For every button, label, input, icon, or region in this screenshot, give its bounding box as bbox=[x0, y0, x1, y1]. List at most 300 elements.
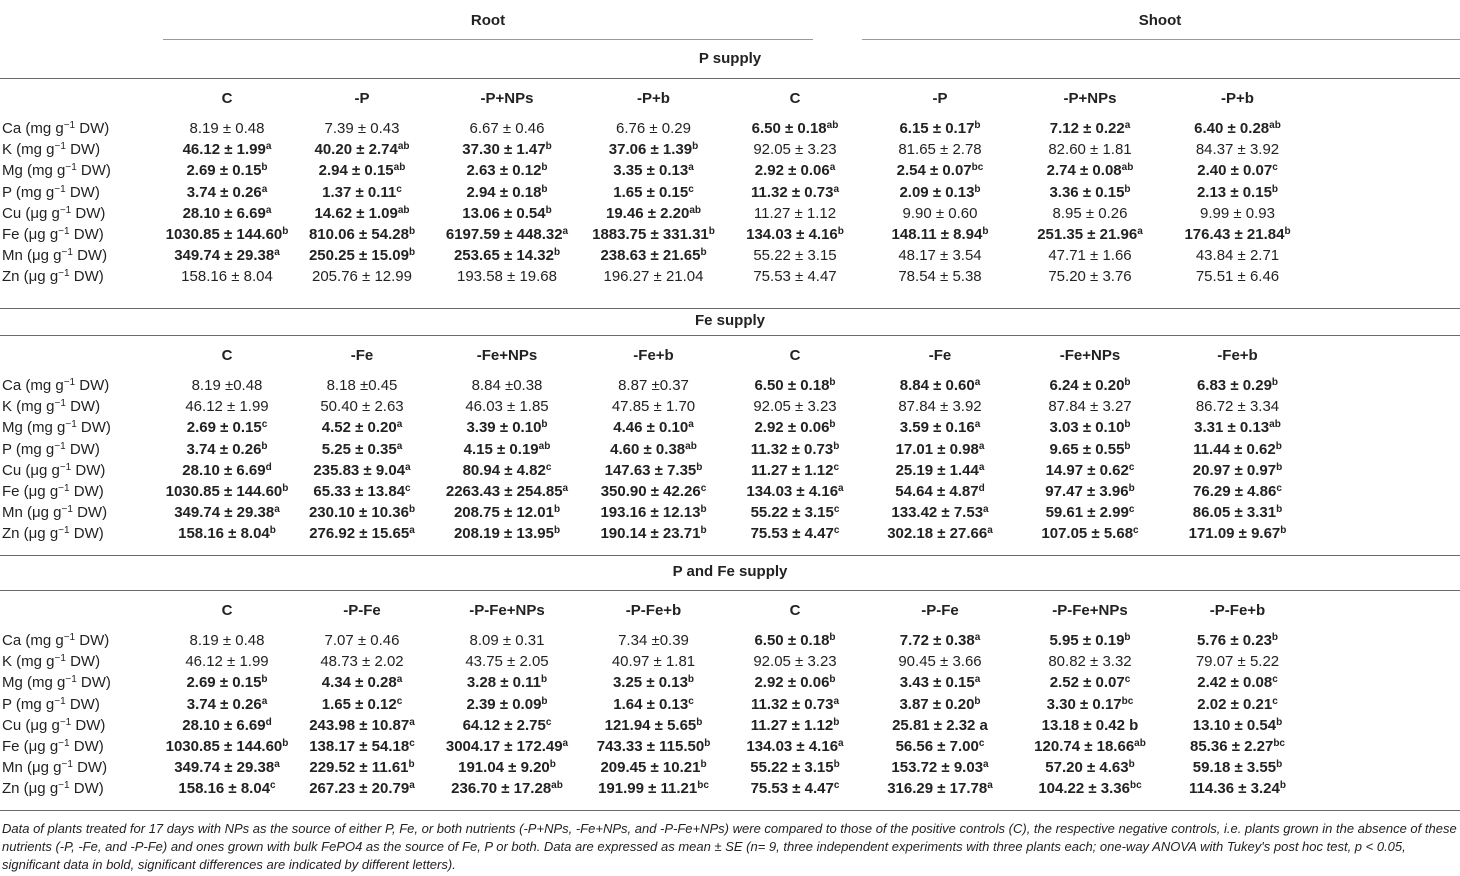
significance-letter: b bbox=[261, 440, 268, 452]
table-cell: 8.19 ± 0.48 bbox=[189, 120, 265, 137]
significance-letter: c bbox=[396, 695, 403, 707]
row-label: Mg (mg $g^{-1}$ DW) bbox=[2, 419, 111, 437]
table-cell: 6.50 ± 0.18$^{ab}$ bbox=[751, 120, 839, 137]
column-header: C bbox=[789, 90, 801, 107]
table-cell: 8.95 ± 0.26 bbox=[1052, 204, 1128, 222]
significance-letter: a bbox=[987, 780, 993, 792]
significance-letter: b bbox=[261, 162, 268, 174]
table-cell: 65.33 ± 13.84$^c$ bbox=[313, 483, 411, 501]
significance-letter: ab bbox=[1121, 162, 1134, 174]
table-cell: 75.51 ± 6.46 bbox=[1195, 268, 1280, 286]
significance-letter: b bbox=[696, 461, 703, 473]
section-title: Fe supply bbox=[694, 312, 765, 329]
significance-letter: b bbox=[1124, 419, 1131, 431]
table-cell: 133.42 ± 7.53$^a$ bbox=[891, 504, 989, 522]
significance-letter: c bbox=[833, 525, 840, 537]
row-label: P (mg $g^{-1}$ DW) bbox=[2, 183, 100, 201]
significance-letter: b bbox=[269, 525, 276, 537]
significance-letter: b bbox=[541, 183, 548, 195]
significance-letter: ab bbox=[1269, 120, 1281, 131]
table-row bbox=[0, 417, 1460, 438]
significance-letter: ab bbox=[1134, 738, 1146, 750]
table-cell: 48.73 ± 2.02 bbox=[320, 653, 404, 671]
table-cell: 86.72 ± 3.34 bbox=[1195, 398, 1280, 416]
table-cell: 25.19 ± 1.44$^a$ bbox=[895, 461, 985, 479]
row-label: Fe (μg $g^{-1}$ DW) bbox=[2, 738, 104, 756]
table-cell: 158.16 ± 8.04 bbox=[181, 268, 273, 286]
table-cell: 37.06 ± 1.39$^b$ bbox=[608, 141, 699, 159]
significance-letter: c bbox=[833, 504, 840, 516]
table-cell: 50.40 ± 2.63 bbox=[320, 398, 404, 416]
significance-letter: bc bbox=[1121, 695, 1134, 707]
table-row bbox=[0, 481, 1460, 502]
significance-letter: a bbox=[405, 461, 411, 473]
table-cell: 191.04 ± 9.20$^b$ bbox=[458, 759, 556, 777]
significance-letter: b bbox=[700, 759, 707, 771]
table-cell: 1.64 ± 0.13$^c$ bbox=[613, 695, 694, 713]
column-header: -P-Fe bbox=[921, 602, 959, 619]
significance-letter: c bbox=[261, 419, 268, 431]
significance-letter: ab bbox=[393, 162, 406, 174]
table-cell: 87.84 ± 3.92 bbox=[898, 398, 982, 416]
column-header: -P bbox=[354, 90, 370, 107]
table-cell: 6197.59 ± 448.32$^a$ bbox=[445, 226, 569, 244]
significance-letter: b bbox=[700, 247, 707, 259]
table-cell: 276.92 ± 15.65$^a$ bbox=[309, 525, 415, 543]
table-row bbox=[0, 523, 1460, 544]
table-cell: 76.29 ± 4.86$^c$ bbox=[1193, 483, 1282, 501]
table-cell: 193.16 ± 12.13$^b$ bbox=[600, 504, 707, 522]
column-header: C bbox=[789, 347, 801, 364]
table-cell: 3.39 ± 0.10$^b$ bbox=[466, 419, 548, 437]
table-cell: 2.40 ± 0.07$^c$ bbox=[1197, 162, 1278, 180]
table-cell: 5.25 ± 0.35$^a$ bbox=[321, 440, 403, 458]
significance-letter: b bbox=[549, 759, 556, 771]
table-cell: 134.03 ± 4.16$^a$ bbox=[746, 483, 844, 501]
significance-letter: ab bbox=[689, 204, 701, 216]
significance-letter: c bbox=[1272, 162, 1278, 174]
table-cell: 1030.85 ± 144.60$^b$ bbox=[165, 226, 289, 244]
table-cell: 7.39 ± 0.43 bbox=[324, 120, 400, 137]
table-cell: 84.37 ± 3.92 bbox=[1195, 141, 1280, 159]
table-cell: 28.10 ± 6.69$^a$ bbox=[182, 204, 272, 222]
table-cell: 75.53 ± 4.47$^c$ bbox=[750, 525, 840, 543]
table-cell: 46.12 ± 1.99 bbox=[185, 398, 269, 416]
table-cell: 46.12 ± 1.99$^a$ bbox=[182, 141, 272, 159]
significance-letter: b bbox=[553, 247, 561, 259]
table-row bbox=[0, 160, 1460, 181]
significance-letter: c bbox=[1272, 674, 1278, 686]
table-row bbox=[0, 502, 1460, 523]
table-cell: 14.62 ± 1.09$^{ab}$ bbox=[314, 204, 410, 222]
row-label: Mn (μg $g^{-1}$ DW) bbox=[2, 504, 108, 522]
table-cell: 148.11 ± 8.94$^b$ bbox=[891, 226, 989, 244]
table-cell: 8.09 ± 0.31 bbox=[469, 632, 545, 649]
table-cell: 171.09 ± 9.67$^b$ bbox=[1188, 525, 1287, 543]
table-cell: 81.65 ± 2.78 bbox=[898, 141, 982, 159]
row-label: Fe (μg $g^{-1}$ DW) bbox=[2, 226, 104, 244]
table-cell: 2.39 ± 0.09$^b$ bbox=[466, 695, 548, 713]
column-header: -P+b bbox=[637, 90, 670, 107]
column-header: -P-Fe+b bbox=[1209, 602, 1266, 619]
table-cell: 40.20 ± 2.74$^{ab}$ bbox=[314, 141, 410, 159]
table-cell: 235.83 ± 9.04$^a$ bbox=[313, 461, 411, 479]
table-cell: 238.63 ± 21.65$^b$ bbox=[600, 247, 707, 265]
significance-letter: a bbox=[974, 674, 981, 686]
shoot-underline bbox=[862, 39, 1460, 40]
table-cell: 243.98 ± 10.87$^a$ bbox=[309, 716, 415, 734]
table-cell: 75.53 ± 4.47 bbox=[753, 268, 837, 286]
table-cell: 176.43 ± 21.84$^b$ bbox=[1184, 226, 1291, 244]
table-cell: 2.92 ± 0.06$^b$ bbox=[754, 674, 836, 692]
significance-letter: bc bbox=[1273, 738, 1285, 750]
significance-letter: d bbox=[265, 461, 272, 473]
table-cell: 7.34 ±0.39 bbox=[618, 632, 689, 649]
column-header-row bbox=[0, 592, 1460, 630]
significance-letter: b bbox=[829, 674, 836, 686]
significance-letter: a bbox=[833, 695, 840, 707]
table-cell: 158.16 ± 8.04$^b$ bbox=[178, 525, 276, 543]
table-cell: 75.53 ± 4.47$^c$ bbox=[750, 780, 840, 798]
table-cell: 196.27 ± 21.04 bbox=[603, 268, 704, 286]
significance-letter: c bbox=[405, 483, 411, 495]
table-cell: 7.12 ± 0.22$^a$ bbox=[1049, 120, 1131, 137]
significance-letter: c bbox=[688, 183, 694, 195]
significance-letter: a bbox=[562, 226, 569, 238]
significance-letter: bc bbox=[971, 162, 984, 174]
table-cell: 230.10 ± 10.36$^b$ bbox=[308, 504, 416, 522]
table-cell: 54.64 ± 4.87$^d$ bbox=[895, 483, 985, 501]
table-cell: 2.63 ± 0.12$^b$ bbox=[466, 162, 548, 180]
significance-letter: a bbox=[265, 204, 272, 216]
table-row bbox=[0, 672, 1460, 693]
table-row bbox=[0, 715, 1460, 736]
table-cell: 193.58 ± 19.68 bbox=[457, 268, 557, 286]
table-cell: 2.09 ± 0.13$^b$ bbox=[899, 183, 981, 201]
table-row bbox=[0, 139, 1460, 160]
table-cell: 11.27 ± 1.12 bbox=[753, 204, 837, 222]
table-cell: 92.05 ± 3.23 bbox=[753, 141, 837, 159]
table-cell: 3.35 ± 0.13$^a$ bbox=[613, 162, 694, 180]
table-cell: 80.94 ± 4.82$^c$ bbox=[462, 461, 552, 479]
table-cell: 229.52 ± 11.61$^b$ bbox=[309, 759, 415, 777]
section-table bbox=[0, 337, 1460, 545]
table-cell: 1030.85 ± 144.60$^b$ bbox=[165, 738, 289, 756]
significance-letter: c bbox=[1128, 461, 1135, 473]
table-row bbox=[0, 245, 1460, 266]
table-cell: 28.10 ± 6.69$^d$ bbox=[182, 461, 272, 479]
significance-letter: b bbox=[833, 716, 840, 728]
table-cell: 28.10 ± 6.69$^d$ bbox=[182, 716, 272, 734]
table-cell: 7.07 ± 0.46 bbox=[324, 632, 400, 649]
table-cell: 11.32 ± 0.73$^a$ bbox=[750, 183, 840, 201]
table-cell: 138.17 ± 54.18$^c$ bbox=[309, 738, 415, 756]
significance-letter: b bbox=[692, 141, 699, 153]
table-cell: 6.50 ± 0.18$^b$ bbox=[754, 377, 836, 394]
column-header: -Fe bbox=[350, 347, 374, 364]
significance-letter: b bbox=[1275, 440, 1282, 452]
table-cell: 85.36 ± 2.27$^{bc}$ bbox=[1190, 738, 1285, 756]
table-cell: 2.69 ± 0.15$^c$ bbox=[186, 419, 268, 437]
table-cell: 2.52 ± 0.07$^c$ bbox=[1049, 674, 1131, 692]
table-cell: 4.34 ± 0.28$^a$ bbox=[321, 674, 403, 692]
table-cell: 11.32 ± 0.73$^a$ bbox=[750, 695, 840, 713]
significance-letter: b bbox=[553, 525, 561, 537]
table-cell: 4.46 ± 0.10$^a$ bbox=[613, 419, 694, 437]
significance-letter: b bbox=[829, 632, 836, 643]
significance-letter: ab bbox=[397, 204, 410, 216]
table-row bbox=[0, 460, 1460, 481]
row-label: P (mg $g^{-1}$ DW) bbox=[2, 695, 100, 713]
section-rule bbox=[0, 590, 1460, 591]
significance-letter: b bbox=[833, 440, 840, 452]
significance-letter: a bbox=[396, 419, 403, 431]
significance-letter: b bbox=[1276, 759, 1283, 771]
significance-letter: ab bbox=[826, 120, 839, 131]
table-cell: 743.33 ± 115.50$^b$ bbox=[596, 738, 711, 756]
significance-letter: a bbox=[261, 695, 268, 707]
column-header-row bbox=[0, 337, 1460, 375]
column-header: -Fe+NPs bbox=[476, 347, 538, 364]
table-cell: 1883.75 ± 331.31$^b$ bbox=[592, 226, 715, 244]
significance-letter: b bbox=[1124, 440, 1131, 452]
significance-letter: b bbox=[1128, 483, 1135, 495]
table-cell: 2.02 ± 0.21$^c$ bbox=[1197, 695, 1278, 713]
significance-letter: b bbox=[545, 141, 552, 153]
table-cell: 1.65 ± 0.12$^c$ bbox=[321, 695, 403, 713]
table-cell: 3.43 ± 0.15$^a$ bbox=[899, 674, 981, 692]
significance-letter: ab bbox=[551, 780, 563, 792]
row-label: K (mg $g^{-1}$ DW) bbox=[2, 398, 101, 416]
significance-letter: b bbox=[1271, 377, 1279, 388]
root-header: Root bbox=[470, 12, 506, 29]
column-header: -P bbox=[932, 90, 948, 107]
header-blank-cell bbox=[0, 337, 162, 375]
table-cell: 90.45 ± 3.66 bbox=[898, 653, 982, 671]
significance-letter: a bbox=[833, 183, 840, 195]
significance-letter: c bbox=[978, 738, 985, 750]
row-label: Ca (mg $g^{-1}$ DW) bbox=[2, 120, 110, 137]
shoot-header: Shoot bbox=[1138, 12, 1182, 29]
row-label: Zn (μg $g^{-1}$ DW) bbox=[2, 525, 104, 543]
table-cell: 3.74 ± 0.26$^a$ bbox=[186, 695, 268, 713]
table-cell: 2.69 ± 0.15$^b$ bbox=[186, 674, 268, 692]
table-cell: 302.18 ± 27.66$^a$ bbox=[887, 525, 993, 543]
significance-letter: a bbox=[838, 738, 844, 750]
table-cell: 2.54 ± 0.07$^{bc}$ bbox=[896, 162, 984, 180]
significance-letter: a bbox=[688, 419, 694, 431]
table-cell: 2.94 ± 0.15$^{ab}$ bbox=[318, 162, 406, 180]
significance-letter: b bbox=[687, 674, 695, 686]
table-cell: 104.22 ± 3.36$^{bc}$ bbox=[1038, 780, 1142, 798]
significance-letter: d bbox=[978, 483, 985, 495]
significance-letter: b bbox=[696, 716, 703, 728]
significance-letter: b bbox=[1124, 632, 1131, 643]
significance-letter: b bbox=[282, 738, 289, 750]
table-row bbox=[0, 203, 1460, 224]
table-cell: 3.31 ± 0.13$^{ab}$ bbox=[1194, 419, 1281, 437]
significance-letter: b bbox=[708, 226, 715, 238]
table-cell: 120.74 ± 18.66$^{ab}$ bbox=[1034, 738, 1146, 756]
table-cell: 2.13 ± 0.15$^b$ bbox=[1196, 183, 1279, 201]
table-cell: 158.16 ± 8.04$^c$ bbox=[178, 780, 276, 798]
table-cell: 6.76 ± 0.29 bbox=[616, 120, 691, 137]
column-header: -P+NPs bbox=[1063, 90, 1117, 107]
table-cell: 43.75 ± 2.05 bbox=[465, 653, 549, 671]
significance-letter: b bbox=[408, 247, 416, 259]
significance-letter: b bbox=[1276, 461, 1283, 473]
table-cell: 9.90 ± 0.60 bbox=[902, 204, 978, 222]
section-table bbox=[0, 80, 1460, 288]
table-cell: 208.75 ± 12.01$^b$ bbox=[453, 504, 561, 522]
table-cell: 6.67 ± 0.46 bbox=[469, 120, 545, 137]
significance-letter: a bbox=[274, 504, 280, 516]
significance-letter: b bbox=[1271, 632, 1279, 643]
table-cell: 11.27 ± 1.12$^b$ bbox=[750, 716, 840, 734]
table-cell: 19.46 ± 2.20$^{ab}$ bbox=[606, 204, 701, 222]
table-cell: 3004.17 ± 172.49$^a$ bbox=[445, 738, 569, 756]
significance-letter: b bbox=[1284, 226, 1291, 238]
significance-letter: c bbox=[833, 461, 840, 473]
table-cell: 2.69 ± 0.15$^b$ bbox=[186, 162, 268, 180]
table-cell: 1030.85 ± 144.60$^b$ bbox=[165, 483, 289, 501]
significance-letter: b bbox=[829, 419, 836, 431]
table-row bbox=[0, 694, 1460, 715]
significance-letter: a bbox=[562, 483, 569, 495]
table-cell: 97.47 ± 3.96$^b$ bbox=[1045, 483, 1135, 501]
table-cell: 253.65 ± 14.32$^b$ bbox=[453, 247, 561, 265]
significance-letter: a bbox=[562, 738, 569, 750]
significance-letter: c bbox=[1276, 483, 1282, 495]
table-row bbox=[0, 757, 1460, 778]
column-header: -P+NPs bbox=[480, 90, 534, 107]
table-cell: 8.84 ±0.38 bbox=[471, 377, 543, 394]
significance-letter: b bbox=[408, 504, 416, 516]
table-cell: 134.03 ± 4.16$^b$ bbox=[746, 226, 844, 244]
significance-letter: b bbox=[974, 120, 981, 131]
table-cell: 43.84 ± 2.71 bbox=[1195, 247, 1280, 265]
table-cell: 48.17 ± 3.54 bbox=[898, 247, 982, 265]
table-cell: 3.03 ± 0.10$^b$ bbox=[1049, 419, 1131, 437]
table-cell: 4.52 ± 0.20$^a$ bbox=[321, 419, 403, 437]
significance-letter: a bbox=[974, 377, 981, 388]
significance-letter: a bbox=[983, 759, 989, 771]
row-label: Ca (mg $g^{-1}$ DW) bbox=[2, 377, 110, 394]
table-cell: 7.72 ± 0.38$^a$ bbox=[899, 632, 981, 649]
significance-letter: ab bbox=[397, 141, 410, 153]
table-cell: 2.74 ± 0.08$^{ab}$ bbox=[1046, 162, 1134, 180]
row-label: P (mg $g^{-1}$ DW) bbox=[2, 440, 100, 458]
significance-letter: b bbox=[1271, 183, 1279, 195]
table-row bbox=[0, 118, 1460, 139]
table-cell: 82.60 ± 1.81 bbox=[1048, 141, 1132, 159]
row-label: Fe (μg $g^{-1}$ DW) bbox=[2, 483, 104, 501]
column-header: -Fe+NPs bbox=[1059, 347, 1121, 364]
table-cell: 3.28 ± 0.11$^b$ bbox=[466, 674, 548, 692]
table-cell: 4.60 ± 0.38$^{ab}$ bbox=[610, 440, 697, 458]
significance-letter: b bbox=[704, 738, 711, 750]
table-cell: 349.74 ± 29.38$^a$ bbox=[174, 759, 280, 777]
table-cell: 9.99 ± 0.93 bbox=[1200, 204, 1275, 222]
column-header: -P+b bbox=[1221, 90, 1254, 107]
table-cell: 59.18 ± 3.55$^b$ bbox=[1192, 759, 1283, 777]
significance-letter: a bbox=[838, 483, 844, 495]
table-cell: 8.19 ± 0.48 bbox=[189, 632, 265, 649]
significance-letter: b bbox=[700, 504, 707, 516]
significance-letter: b bbox=[1124, 183, 1131, 195]
significance-letter: d bbox=[265, 716, 272, 728]
significance-letter: a bbox=[274, 759, 280, 771]
column-header: C bbox=[221, 347, 233, 364]
table-cell: 2.94 ± 0.18$^b$ bbox=[466, 183, 548, 201]
table-cell: 9.65 ± 0.55$^b$ bbox=[1049, 440, 1131, 458]
significance-letter: a bbox=[974, 419, 981, 431]
column-header: -P-Fe+NPs bbox=[1052, 602, 1128, 619]
significance-letter: c bbox=[409, 738, 415, 750]
significance-letter: bc bbox=[1129, 780, 1142, 792]
row-label: Mg (mg $g^{-1}$ DW) bbox=[2, 162, 111, 180]
table-cell: 57.20 ± 4.63$^b$ bbox=[1045, 759, 1135, 777]
table-row bbox=[0, 375, 1460, 396]
table-row bbox=[0, 396, 1460, 417]
significance-letter: b bbox=[1276, 716, 1283, 728]
table-cell: 350.90 ± 42.26$^c$ bbox=[600, 483, 707, 501]
significance-letter: b bbox=[1276, 504, 1283, 516]
significance-letter: c bbox=[396, 183, 402, 195]
significance-letter: b bbox=[974, 695, 981, 707]
significance-letter: ab bbox=[685, 440, 697, 452]
table-cell: 153.72 ± 9.03$^a$ bbox=[891, 759, 989, 777]
significance-letter: c bbox=[1128, 504, 1135, 516]
table-cell: 8.87 ±0.37 bbox=[618, 377, 689, 394]
table-cell: 55.22 ± 3.15$^c$ bbox=[750, 504, 840, 522]
column-header: -Fe+b bbox=[1217, 347, 1258, 364]
section-bottom-rule bbox=[0, 555, 1460, 556]
table-cell: 13.06 ± 0.54$^b$ bbox=[462, 204, 552, 222]
significance-letter: b bbox=[541, 695, 548, 707]
header-blank-cell bbox=[0, 592, 162, 630]
table-row bbox=[0, 736, 1460, 757]
significance-letter: b bbox=[553, 504, 561, 516]
significance-letter: a bbox=[261, 183, 268, 195]
significance-letter: b bbox=[261, 674, 268, 686]
row-label: Zn (μg $g^{-1}$ DW) bbox=[2, 268, 104, 286]
table-footnote: Data of plants treated for 17 days with NPs as the source of either P, Fe, or both nutrients (-P+NPs, -Fe+NPs, and -P-Fe+NPs) were compared to those of the positive controls (C), the respective negative controls, i.e. plants grown in the absence of these nutrients (-P, -Fe, and -P-Fe) and ones grown with bulk FePO4 as the source of Fe, P or both. Data are expressed as mean ± SE (n= 9, three independent experiments with three plants each; one-way ANOVA with Tukey's post hoc test, p < 0.05, significant data in bold, significant differences are indicated by different letters). bbox=[2, 821, 1457, 872]
row-label: Mn (μg $g^{-1}$ DW) bbox=[2, 759, 108, 777]
table-cell: 3.74 ± 0.26$^b$ bbox=[186, 440, 268, 458]
significance-letter: b bbox=[1279, 780, 1286, 792]
table-cell: 92.05 ± 3.23 bbox=[753, 398, 837, 416]
significance-letter: a bbox=[978, 440, 985, 452]
significance-letter: a bbox=[1137, 226, 1143, 238]
significance-letter: ab bbox=[538, 440, 551, 452]
column-header: -Fe bbox=[928, 347, 952, 364]
column-header: -P-Fe bbox=[343, 602, 381, 619]
significance-letter: a bbox=[1124, 120, 1131, 131]
table-cell: 3.87 ± 0.20$^b$ bbox=[899, 695, 981, 713]
row-label: Cu (μg $g^{-1}$ DW) bbox=[2, 461, 106, 479]
significance-letter: c bbox=[545, 461, 552, 473]
table-cell: 6.15 ± 0.17$^b$ bbox=[899, 120, 981, 137]
table-cell: 13.10 ± 0.54$^b$ bbox=[1192, 716, 1283, 734]
table-cell: 17.01 ± 0.98$^a$ bbox=[895, 440, 985, 458]
significance-letter: a bbox=[983, 504, 989, 516]
section-bottom-rule bbox=[0, 810, 1460, 811]
significance-letter: b bbox=[1128, 759, 1135, 771]
table-row bbox=[0, 651, 1460, 672]
significance-letter: b bbox=[541, 162, 548, 174]
significance-letter: c bbox=[833, 780, 840, 792]
